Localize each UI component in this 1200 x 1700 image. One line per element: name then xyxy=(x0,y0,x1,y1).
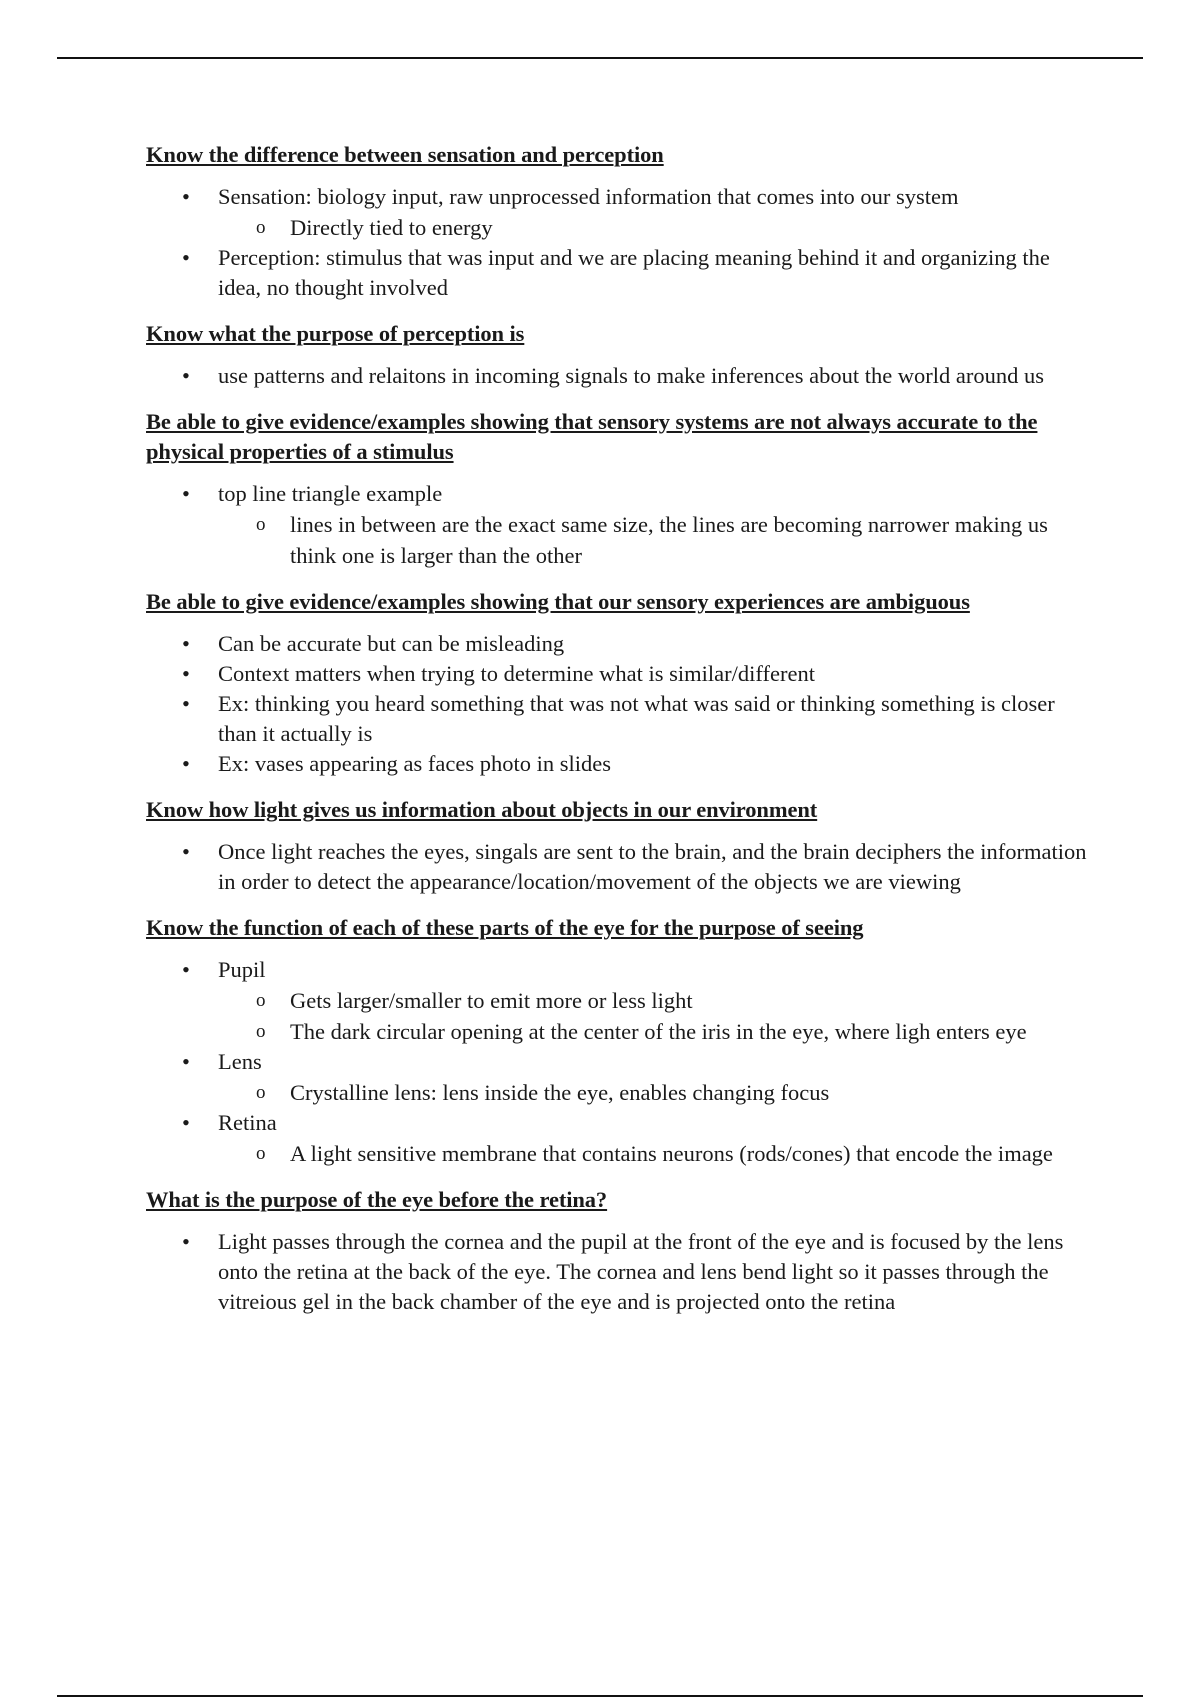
bullet-list xyxy=(146,1227,1096,1317)
list-item-text: Ex: thinking you heard something that was not what was said or thinking something is closer than it actually is xyxy=(218,691,1055,746)
sub-list-item xyxy=(218,985,1096,1016)
list-item-text: Lens xyxy=(218,1049,262,1074)
circle-bullet-icon: o xyxy=(256,217,266,238)
bullet-icon: • xyxy=(182,751,190,776)
sub-bullet-list xyxy=(218,1077,1096,1108)
sub-list-item-text: lines in between are the exact same size, the lines are becoming narrower making us think one is larger than the other xyxy=(290,512,1048,568)
bullet-icon: • xyxy=(182,957,190,982)
list-item-text: Can be accurate but can be misleading xyxy=(218,631,565,656)
bullet-icon: • xyxy=(182,691,190,716)
list-item xyxy=(146,629,1096,659)
list-item xyxy=(146,243,1096,303)
section-heading: Know the difference between sensation and perception xyxy=(146,142,664,167)
list-item-text: top line triangle example xyxy=(218,481,443,506)
bullet-icon: • xyxy=(182,184,190,209)
list-item xyxy=(146,659,1096,689)
section-heading: Be able to give evidence/examples showing that our sensory experiences are ambiguous xyxy=(146,589,970,614)
section-heading: Know how light gives us information about objects in our environment xyxy=(146,797,818,822)
sub-list-item-text: The dark circular opening at the center of the iris in the eye, where ligh enters eye xyxy=(290,1019,1027,1044)
sub-bullet-list xyxy=(218,509,1096,571)
section-heading: Know the function of each of these parts of the eye for the purpose of seeing xyxy=(146,915,864,940)
sub-bullet-list xyxy=(218,212,1096,243)
list-item xyxy=(146,479,1096,571)
bullet-list xyxy=(146,361,1096,391)
bullet-list xyxy=(146,955,1096,1169)
section xyxy=(146,913,1096,1169)
sub-list-item xyxy=(218,212,1096,243)
list-item-text: Pupil xyxy=(218,957,266,982)
document-body xyxy=(146,140,1096,1333)
list-item-text: use patterns and relaitons in incoming signals to make inferences about the world around us xyxy=(218,363,1045,388)
sub-list-item-text: Gets larger/smaller to emit more or less light xyxy=(290,988,693,1013)
bullet-icon: • xyxy=(182,661,190,686)
sub-list-item xyxy=(218,509,1096,571)
bullet-list xyxy=(146,182,1096,303)
bullet-list xyxy=(146,837,1096,897)
list-item xyxy=(146,1108,1096,1169)
bullet-icon: • xyxy=(182,481,190,506)
bullet-icon: • xyxy=(182,1229,190,1254)
list-item xyxy=(146,837,1096,897)
sub-list-item xyxy=(218,1077,1096,1108)
section-heading: Know what the purpose of perception is xyxy=(146,321,525,346)
section-heading: Be able to give evidence/examples showing that sensory systems are not always accurate to the physical properties of a stimulus xyxy=(146,409,1038,464)
circle-bullet-icon: o xyxy=(256,1143,266,1164)
list-item xyxy=(146,689,1096,749)
bullet-list xyxy=(146,629,1096,779)
bullet-icon: • xyxy=(182,631,190,656)
bullet-icon: • xyxy=(182,839,190,864)
list-item-text: Sensation: biology input, raw unprocessed information that comes into our system xyxy=(218,184,959,209)
list-item xyxy=(146,361,1096,391)
circle-bullet-icon: o xyxy=(256,1082,266,1103)
section xyxy=(146,140,1096,303)
list-item xyxy=(146,749,1096,779)
list-item xyxy=(146,182,1096,243)
list-item-text: Ex: vases appearing as faces photo in slides xyxy=(218,751,612,776)
sub-bullet-list xyxy=(218,1138,1096,1169)
sub-list-item-text: A light sensitive membrane that contains neurons (rods/cones) that encode the image xyxy=(290,1141,1053,1166)
section xyxy=(146,1185,1096,1317)
bullet-icon: • xyxy=(182,1049,190,1074)
section xyxy=(146,587,1096,779)
list-item xyxy=(146,1227,1096,1317)
sub-bullet-list xyxy=(218,985,1096,1047)
bottom-rule xyxy=(57,1695,1143,1697)
list-item xyxy=(146,955,1096,1047)
list-item-text: Once light reaches the eyes, singals are sent to the brain, and the brain deciphers the information in order to detect the appearance/location/movement of the objects we are viewing xyxy=(218,839,1087,894)
sub-list-item xyxy=(218,1138,1096,1169)
bullet-icon: • xyxy=(182,245,190,270)
circle-bullet-icon: o xyxy=(256,514,266,535)
sub-list-item xyxy=(218,1016,1096,1047)
bullet-icon: • xyxy=(182,363,190,388)
circle-bullet-icon: o xyxy=(256,990,266,1011)
section xyxy=(146,319,1096,391)
bullet-icon: • xyxy=(182,1110,190,1135)
bullet-list xyxy=(146,479,1096,571)
sub-list-item-text: Crystalline lens: lens inside the eye, enables changing focus xyxy=(290,1080,830,1105)
list-item-text: Retina xyxy=(218,1110,277,1135)
top-rule xyxy=(57,57,1143,59)
section xyxy=(146,795,1096,897)
list-item-text: Perception: stimulus that was input and we are placing meaning behind it and organizing the idea, no thought involved xyxy=(218,245,1050,300)
circle-bullet-icon: o xyxy=(256,1021,266,1042)
list-item-text: Context matters when trying to determine what is similar/different xyxy=(218,661,815,686)
section-heading: What is the purpose of the eye before the retina? xyxy=(146,1187,608,1212)
section xyxy=(146,407,1096,571)
list-item xyxy=(146,1047,1096,1108)
sub-list-item-text: Directly tied to energy xyxy=(290,215,493,240)
list-item-text: Light passes through the cornea and the pupil at the front of the eye and is focused by the lens onto the retina at the back of the eye. The cornea and lens bend light so it passes through the vitreious gel in the back chamber of the eye and is projected onto the retina xyxy=(218,1229,1064,1314)
